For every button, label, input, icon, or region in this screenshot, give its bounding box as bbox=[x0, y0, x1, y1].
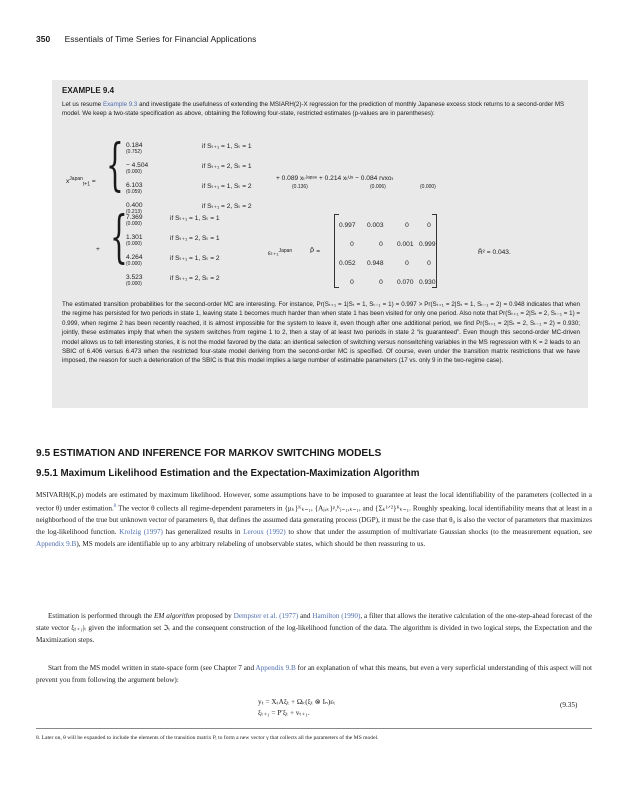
matrix-row bbox=[338, 273, 440, 292]
cond: if Sₜ₊₁ = 1, Sₜ = 2 bbox=[202, 183, 252, 190]
p2-pre: Estimation is performed through the bbox=[48, 612, 155, 620]
matrix-cell: 0 bbox=[405, 222, 409, 229]
regressors bbox=[276, 174, 394, 182]
example-intro-pre: Let us resume bbox=[62, 101, 103, 108]
leroux-link[interactable]: Leroux (1992) bbox=[243, 528, 286, 537]
footnote-8-marker[interactable]: 8 bbox=[113, 504, 117, 509]
cond: if Sₜ₊₁ = 2, Sₜ = 1 bbox=[170, 235, 220, 242]
matrix-cell: 0.070 bbox=[397, 279, 414, 286]
matrix-cell: 0.052 bbox=[339, 260, 356, 267]
example-discussion: The estimated transition probabilities for the second-order MC are interesting. For instance, Pr(Sₜ₊₁ = 1|Sₜ = 1, Sₜ₋₁ = 1) = 0.997 > Pr(Sₜ₊₁ = 2|Sₜ = 1, Sₜ₋₁ = 2) = 0.948 indicates that when the regime has persisted for two periods in state 1, leaving state 1 becomes much harder than when state 1 has been visited for only one period. Also note that Pr(Sₜ₊₁ = 2|Sₜ = 2, Sₜ₋₁ = 1) = 0.999, when regime 2 has been recently reached, it is almost impossible for the system to leave it, even though after one additional period, we find Pr(Sₜ₊₁ = 2|Sₜ = 2, Sₜ₋₁ = 2) = 0.930; jointly, these estimates imply that when the system switches from regime 1 to 2, then a stay of at least two periods in state 2 “is guaranteed”. Even though this second-order MC-driven model allows us to tell interesting stories, it is not the model favored by the data: an identical selection of switching versus nonswitching variables in the MS regression with K = 2 leads to an SBIC of 6.406 versus 6.473 when the restricted four-state model deriving from the second-order MC is specified. Of course, even under the transition matrix restrictions that we have imposed, the reason for such a deterioration of the SBIC is that this model implies a large number of estimable parameters (17 vs. only 9 in the two-regime case). bbox=[62, 301, 580, 365]
epsilon-symbol: εₜ₊₁ bbox=[268, 250, 279, 258]
p2-mid1: proposed by bbox=[194, 612, 234, 620]
p2-post: , a filter that allows the iterative calculation of the one-step-ahead forecast of the state vector ξₜ₊₁|ₜ given the information set ℑₜ and the consequent construction of the log-likelihood function of the data. The algorithm is divided in two logical steps, the Expectation and the Maximization steps. bbox=[36, 612, 593, 644]
coef: 4.264 bbox=[126, 254, 143, 261]
regressor-pval-2: (0.000) bbox=[420, 184, 436, 190]
equation-9-35 bbox=[258, 697, 335, 719]
regressor-pval-0: (0.136) bbox=[292, 184, 308, 190]
bottom-brace: { bbox=[110, 205, 128, 270]
lhs-sub: t+1 bbox=[82, 181, 91, 188]
krolzig-link[interactable]: Krolzig (1997) bbox=[119, 528, 163, 537]
top-row-0 bbox=[126, 142, 252, 155]
matrix-row bbox=[338, 254, 440, 273]
matrix-cell: 0.948 bbox=[367, 260, 384, 267]
matrix-cell: 0.999 bbox=[419, 241, 436, 248]
matrix-cell: 0 bbox=[405, 260, 409, 267]
running-header bbox=[36, 34, 596, 48]
body-paragraph-1 bbox=[36, 489, 592, 550]
epsilon-sup: Japan bbox=[278, 248, 293, 254]
bottom-row-0 bbox=[126, 214, 220, 227]
top-row-2 bbox=[126, 182, 252, 195]
coef: 0.400 bbox=[126, 202, 143, 209]
example-9-3-link[interactable]: Example 9.3 bbox=[102, 101, 138, 108]
p1-post: ), MS models are identifiable up to any arbitrary relabeling of unobservable states, which should be then reassuring to us. bbox=[76, 540, 426, 549]
matrix-cell: 0 bbox=[350, 279, 354, 286]
equation-number: (9.35) bbox=[560, 701, 578, 709]
cond: if Sₜ₊₁ = 2, Sₜ = 1 bbox=[202, 163, 252, 170]
hamilton-link[interactable]: Hamilton (1990) bbox=[312, 612, 361, 620]
matrix-cell: 0 bbox=[427, 260, 431, 267]
p-hat-label: P̂ = bbox=[310, 248, 321, 255]
matrix-cell: 0.997 bbox=[339, 222, 356, 229]
equation-line-2: ξₜ₊₁ = P′ξₜ + vₜ₊₁. bbox=[258, 709, 310, 717]
matrix-cell: 0 bbox=[350, 241, 354, 248]
coef: 7.369 bbox=[126, 214, 143, 221]
matrix-cell: 0 bbox=[427, 222, 431, 229]
cond: if Sₜ₊₁ = 1, Sₜ = 2 bbox=[170, 255, 220, 262]
cond: if Sₜ₊₁ = 1, Sₜ = 1 bbox=[202, 143, 252, 150]
pval: (0.000) bbox=[126, 241, 142, 247]
cond: if Sₜ₊₁ = 1, Sₜ = 1 bbox=[170, 215, 220, 222]
p1-pre: MSIVARH(K,p) models are estimated by maximum likelihood. However, some assumptions have to be imposed to guarantee at least the local identifiability of the parameters (collected in a vector θ) under estimation. bbox=[36, 491, 592, 513]
coef: 1.301 bbox=[126, 234, 143, 241]
p1-mid3: to show that under the assumption of multivariate Gaussian shocks (to the measurement equation, see bbox=[285, 528, 593, 537]
epsilon-term bbox=[268, 248, 292, 257]
em-algorithm-term: EM algorithm bbox=[154, 612, 195, 620]
bottom-row-2 bbox=[126, 254, 220, 267]
coef: 0.184 bbox=[126, 142, 143, 149]
matrix-cell: 0.001 bbox=[397, 241, 414, 248]
page-number: 350 bbox=[36, 34, 51, 44]
section-9-5-1-heading: 9.5.1 Maximum Likelihood Estimation and the Expectation-Maximization Algorithm bbox=[36, 468, 420, 479]
bottom-row-1 bbox=[126, 234, 220, 247]
regressor-terms: + 0.089 xₜᴶᵃᵖᵃⁿ + 0.214 xₜᵁˢ − 0.084 rvxoₜ bbox=[276, 175, 394, 182]
pval: (0.213) bbox=[126, 209, 142, 215]
top-brace: { bbox=[106, 133, 124, 198]
pval: (0.000) bbox=[126, 221, 142, 227]
matrix-cell: 0.003 bbox=[367, 222, 384, 229]
pval: (0.059) bbox=[126, 189, 142, 195]
dempster-link[interactable]: Dempster et al. (1977) bbox=[233, 612, 299, 620]
appendix-9b-link-2[interactable]: Appendix 9.B bbox=[255, 664, 296, 672]
lhs-x: x bbox=[66, 178, 70, 186]
matrix-row bbox=[338, 216, 440, 235]
pval: (0.752) bbox=[126, 149, 142, 155]
running-title: Essentials of Time Series for Financial Applications bbox=[64, 34, 257, 44]
p2-mid2: and bbox=[298, 612, 313, 620]
body-paragraph-2 bbox=[36, 610, 592, 646]
footnote-rule bbox=[36, 728, 592, 729]
bottom-row-3 bbox=[126, 274, 220, 287]
top-row-1 bbox=[126, 162, 252, 175]
matrix-row bbox=[338, 235, 440, 254]
coef: 6.103 bbox=[126, 182, 143, 189]
p3-post: for an explanation of what this means, but even a very superficial understanding of this aspect will not prevent you from following the argument below): bbox=[36, 664, 592, 684]
lhs-sup: Japan bbox=[69, 176, 83, 182]
section-9-5-heading: 9.5 ESTIMATION AND INFERENCE FOR MARKOV SWITCHING MODELS bbox=[36, 448, 382, 459]
transition-matrix bbox=[338, 216, 440, 292]
matrix-cell: 0.930 bbox=[419, 279, 436, 286]
equation-lhs: $x^{Japan}_{t+1}$ = bbox=[66, 176, 96, 188]
p1-mid2: has generalized results in bbox=[162, 528, 244, 537]
example-intro bbox=[62, 100, 580, 119]
coef: 3.523 bbox=[126, 274, 143, 281]
regressor-pval-1: (0.006) bbox=[370, 184, 386, 190]
pval: (0.000) bbox=[126, 261, 142, 267]
plus-sign: + bbox=[96, 246, 100, 253]
equation-line-1: yₜ = XₜAξₜ + Ωₖ(ξₜ ⊗ Iₙ)εₜ bbox=[258, 698, 336, 706]
matrix-cell: 0 bbox=[379, 241, 383, 248]
example-title: EXAMPLE 9.4 bbox=[62, 86, 115, 95]
example-intro-post: and investigate the usefulness of extending the MSIARH(2)-X regression for the prediction of monthly Japanese excess stock returns to a second-order MS model. We keep a two-state specification as above, obtaining the following four-state, restricted estimates (p-values are in parentheses): bbox=[62, 101, 565, 118]
cond: if Sₜ₊₁ = 2, Sₜ = 2 bbox=[202, 203, 252, 210]
r-squared: R̄² = 0.043. bbox=[478, 249, 511, 256]
matrix-cell: 0 bbox=[379, 279, 383, 286]
coef: − 4.504 bbox=[126, 162, 149, 169]
p3-pre: Start from the MS model written in state-space form (see Chapter 7 and bbox=[48, 664, 256, 672]
pval: (0.000) bbox=[126, 169, 142, 175]
body-paragraph-3 bbox=[36, 662, 592, 686]
footnote-8: 8. Later on, θ will be expanded to include the elements of the transition matrix P, to form a new vector γ that collects all the parameters of the MS model. bbox=[36, 735, 379, 741]
pval: (0.000) bbox=[126, 281, 142, 287]
cond: if Sₜ₊₁ = 2, Sₜ = 2 bbox=[170, 275, 220, 282]
appendix-9b-link[interactable]: Appendix 9.B bbox=[36, 540, 77, 549]
p1-mid1: The vector θ collects all regime-dependent parameters in {μₖ}ᴷₖ₌₁, {Aⱼ,ₖ}ᵖ,ᴷⱼ₌₁,ₖ₌₁, and {Σₖ¹ᐟ²}ᴷₖ₌₁. Roughly speaking, local identifiability means that at least in a neighborhood of the true but unknown vector of parameters θ₀ that defines the assumed data generating process (DGP), it must be the case that θ₀ is also the vector of parameters that maximizes the log-likelihood function. bbox=[36, 504, 593, 537]
